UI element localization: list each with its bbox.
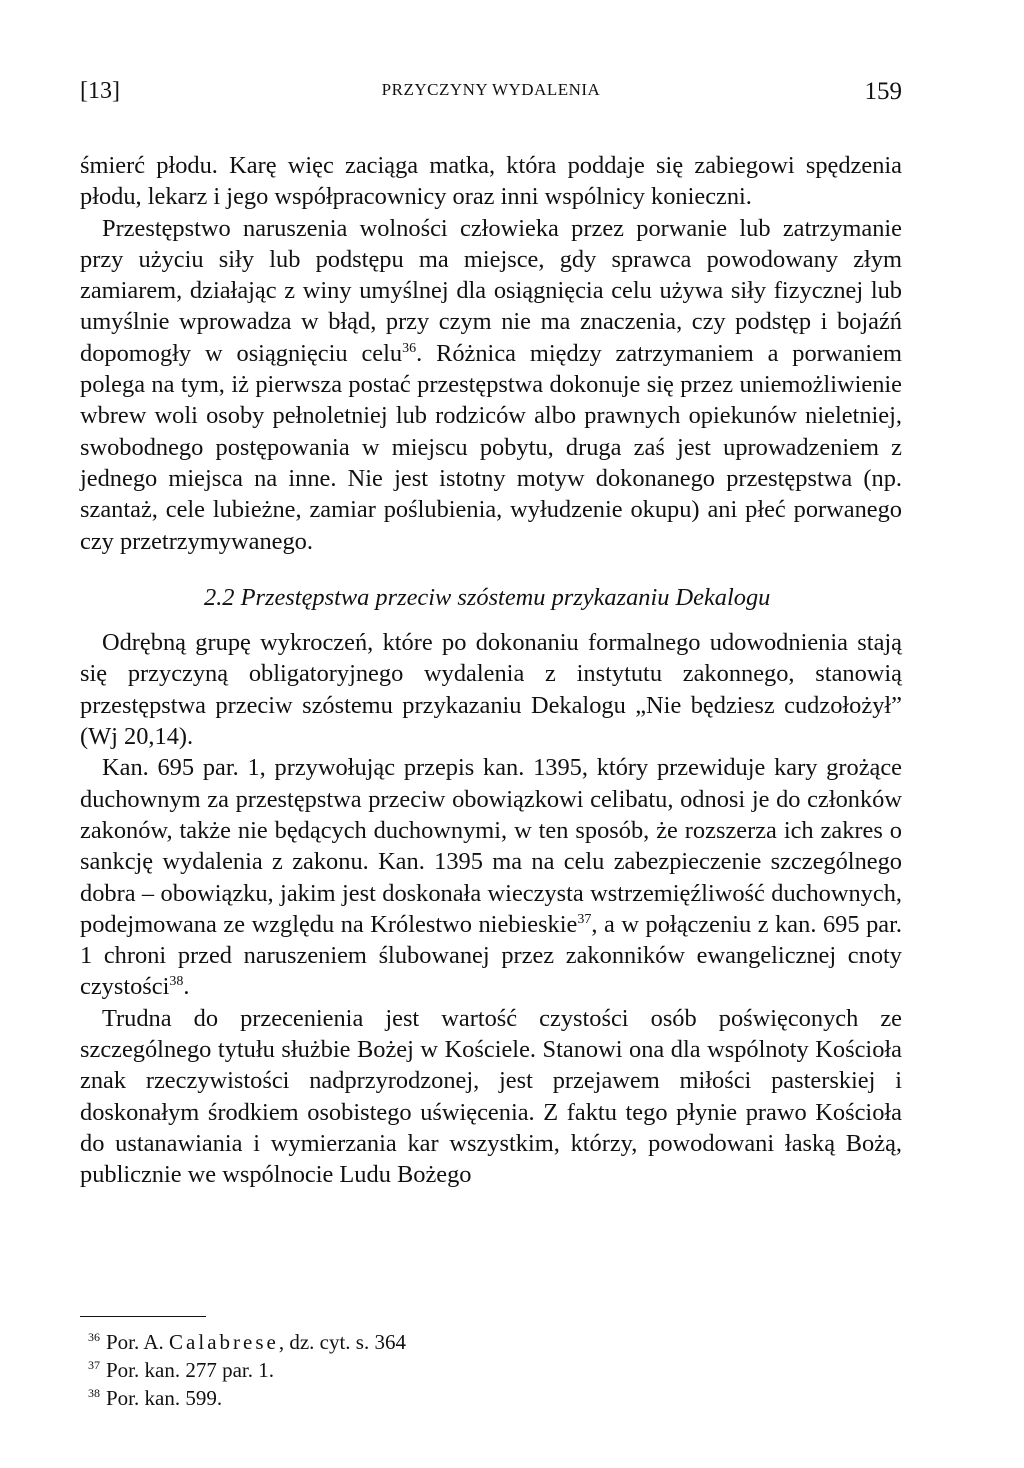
- running-title: PRZYCZYNY WYDALENIA: [381, 80, 601, 99]
- footnote-author: Calabrese: [169, 1330, 279, 1354]
- paragraph-5: Trudna do przecenienia jest wartość czystości osób poświęconych ze szczególnego tytułu służbie Bożej w Kościele. Stanowi ona dla wspólnoty Kościoła znak rzeczywistości nadprzyrodzonej, jest przejawem miłości pasterskiej i doskonałym środkiem osobistego uświęcenia. Z faktu tego płynie prawo Kościoła do ustanawiania i wymierzania kar wszystkim, którzy, powodowani łaską Bożą, publicznie we wspólnocie Ludu Bożego: [80, 1004, 902, 1189]
- running-header: [80, 78, 902, 108]
- paragraph-3: Odrębną grupę wykroczeń, które po dokonaniu formalnego udowodnienia stają się przyczyną obligatoryjnego wydalenia z instytutu zakonnego, stanowią przestępstwa przeciw szóstemu przykazaniu Dekalogu „Nie będziesz cudzołożył” (Wj 20,14).: [80, 629, 902, 751]
- paragraph-4-part-b: , a w połączeniu z kan. 695 par. 1 chroni przed naruszeniem ślubowanej przez zakonników ewangelicznej cnoty czystości: [80, 910, 902, 1001]
- footnote-ref-37[interactable]: 37: [577, 911, 592, 927]
- footnotes: [80, 1328, 902, 1412]
- footnote-ref-38[interactable]: 38: [169, 974, 184, 990]
- section-number: [13]: [80, 78, 120, 104]
- footnote-text: Por. kan. 599.: [106, 1386, 223, 1410]
- footnote-text: Por. kan. 277 par. 1.: [106, 1358, 274, 1382]
- footnote-prefix: Por. A.: [106, 1330, 170, 1354]
- page-number: 159: [864, 78, 902, 105]
- paragraph-4: [80, 752, 902, 1002]
- footnote-number: 37: [88, 1358, 100, 1372]
- footnote-divider: [80, 1316, 206, 1317]
- paragraph-4-part-c: .: [183, 973, 190, 1001]
- footnote-38: [80, 1384, 902, 1412]
- footnote-ref-36[interactable]: 36: [402, 340, 417, 356]
- paragraph-2: [80, 213, 902, 557]
- footnote-number: 38: [88, 1386, 100, 1400]
- paragraph-2-part-a: Przestępstwo naruszenia wolności człowieka przez porwanie lub zatrzymanie przy użyciu siły lub podstępu ma miejsce, gdy sprawca powodowany złym zamiarem, działając z winy umyślnej dla osiągnięcia celu używa siły fizycznej lub umyślnie wprowadza w błąd, przy czym nie ma znaczenia, czy podstęp i bojaźń dopomogły w osiągnięciu celu: [80, 214, 902, 367]
- footnote-37: [80, 1356, 902, 1384]
- paragraph-4-part-a: Kan. 695 par. 1, przywołując przepis kan. 1395, który przewiduje kary grożące duchownym za przestępstwa przeciw obowiązkowi celibatu, odnosi je do członków zakonów, także nie będących duchownymi, w ten sposób, że rozszerza ich zakres o sankcję wydalenia z zakonu. Kan. 1395 ma na celu zabezpieczenie szczególnego dobra – obowiązku, jakim jest doskonała wieczysta wstrzemięźliwość duchownych, podejmowana ze względu na Królestwo niebieskie: [80, 754, 902, 938]
- paragraph-1: śmierć płodu. Karę więc zaciąga matka, która poddaje się zabiegowi spędzenia płodu, lekarz i jego współpracownicy oraz inni wspólnicy konieczni.: [80, 152, 902, 211]
- footnote-suffix: , dz. cyt. s. 364: [278, 1330, 406, 1354]
- section-heading: 2.2 Przestępstwa przeciw szóstemu przykazaniu Dekalogu: [204, 583, 771, 611]
- body-text: [80, 150, 902, 1191]
- paragraph-2-part-b: . Różnica między zatrzymaniem a porwaniem polega na tym, iż pierwsza postać przestępstwa dokonuje się przez uniemożliwienie wbrew woli osoby pełnoletniej lub rodziców albo prawnych opiekunów nieletniej, swobodnego postępowania w miejscu pobytu, druga zaś jest uprowadzeniem z jednego miejsca na inne. Nie jest istotny motyw dokonanego przestępstwa (np. szantaż, cele lubieżne, zamiar poślubienia, wyłudzenie okupu) ani płeć porwanego czy przetrzymywanego.: [80, 339, 902, 555]
- footnote-number: 36: [88, 1330, 100, 1344]
- footnote-36: [80, 1328, 902, 1356]
